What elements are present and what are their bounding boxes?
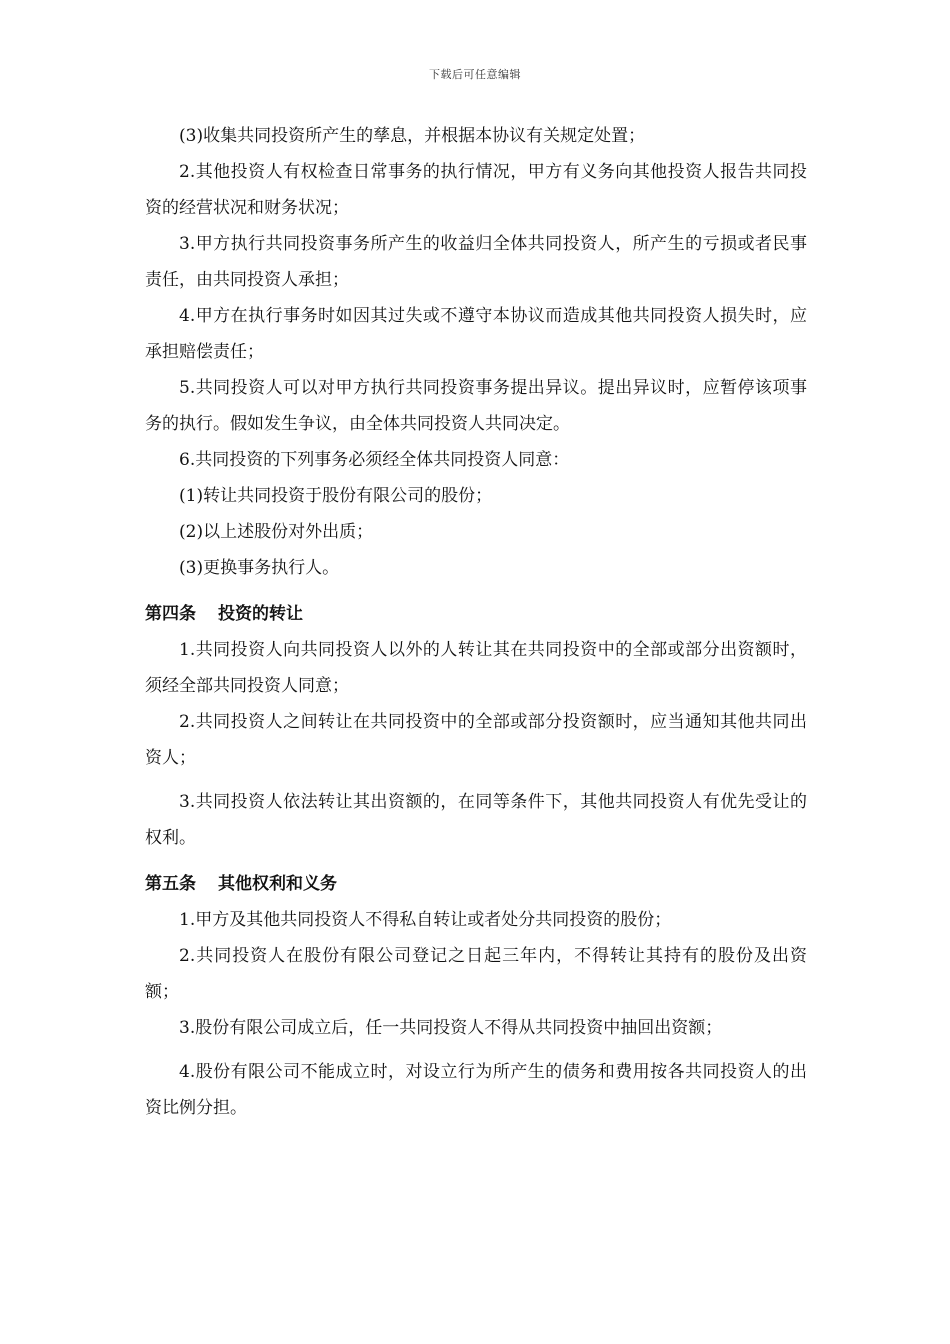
paragraph: (2)以上述股份对外出质；: [179, 522, 374, 542]
paragraph: 3.共同投资人依法转让其出资额的，在同等条件下，其他共同投资人有优先受让的权利。: [145, 792, 807, 848]
paragraph: 6.共同投资的下列事务必须经全体共同投资人同意：: [179, 450, 570, 470]
paragraph: 3.股份有限公司成立后，任一共同投资人不得从共同投资中抽回出资额；: [179, 1018, 723, 1038]
section-number: 第五条: [145, 874, 196, 894]
section-title: 投资的转让: [218, 604, 303, 624]
paragraph: 2.其他投资人有权检查日常事务的执行情况，甲方有义务向其他投资人报告共同投资的经营状况和财务状况；: [145, 162, 807, 218]
page-header: 下载后可任意编辑: [429, 68, 521, 81]
paragraph: 1.甲方及其他共同投资人不得私自转让或者处分共同投资的股份；: [179, 910, 672, 930]
paragraph: 2.共同投资人在股份有限公司登记之日起三年内，不得转让其持有的股份及出资额；: [145, 946, 807, 1002]
paragraph: 1.共同投资人向共同投资人以外的人转让其在共同投资中的全部或部分出资额时，须经全部共同投资人同意；: [145, 640, 807, 696]
paragraph: (3)收集共同投资所产生的孳息，并根据本协议有关规定处置；: [179, 126, 646, 146]
section-heading-4: [145, 596, 807, 632]
paragraph: (1)转让共同投资于股份有限公司的股份；: [179, 486, 493, 506]
section-heading-5: [145, 866, 807, 902]
document-body: [145, 118, 807, 1126]
paragraph: 4.甲方在执行事务时如因其过失或不遵守本协议而造成其他共同投资人损失时，应承担赔偿责任；: [145, 306, 807, 362]
paragraph: 2.共同投资人之间转让在共同投资中的全部或部分投资额时，应当通知其他共同出资人；: [145, 712, 807, 768]
paragraph: 3.甲方执行共同投资事务所产生的收益归全体共同投资人，所产生的亏损或者民事责任，由共同投资人承担；: [145, 234, 807, 290]
section-number: 第四条: [145, 604, 196, 624]
paragraph: (3)更换事务执行人。: [179, 558, 340, 578]
paragraph: 5.共同投资人可以对甲方执行共同投资事务提出异议。提出异议时，应暂停该项事务的执行。假如发生争议，由全体共同投资人共同决定。: [145, 378, 807, 434]
paragraph: 4.股份有限公司不能成立时，对设立行为所产生的债务和费用按各共同投资人的出资比例分担。: [145, 1062, 807, 1118]
section-title: 其他权利和义务: [218, 874, 337, 894]
